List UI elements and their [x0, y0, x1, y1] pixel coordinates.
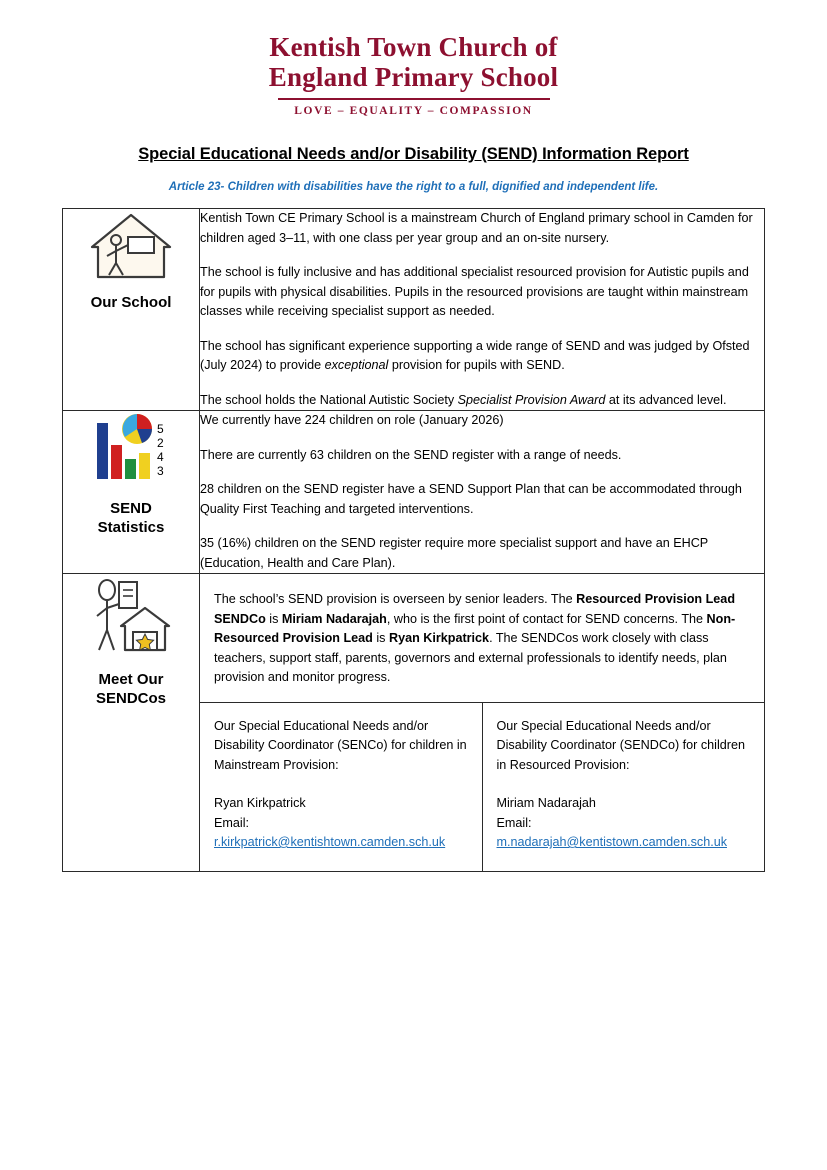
our-school-content — [200, 209, 765, 411]
sendco-mainstream-spacer — [214, 775, 468, 794]
send-statistics-paragraph-4: 35 (16%) children on the SEND register require more specialist support and have an EHCP (Education, Health and Care Plan). — [200, 536, 708, 570]
svg-text:2: 2 — [157, 436, 164, 450]
sendco-intro-paragraph: The school’s SEND provision is overseen by senior leaders. The Resourced Provision Lead SENDCo is Miriam Nadarajah, who is the first point of contact for SEND concerns. The Non-Resourced Provision Lead is Ryan Kirkpatrick. The SENDCos work closely with class teachers, support staff, parents, governors and external professionals to identify needs, plan provision and monitor progress. — [214, 592, 736, 684]
bar-pie-chart-icon — [85, 411, 177, 489]
page-subtitle: Article 23- Children with disabilities have the right to a full, dignified and independent life. — [168, 181, 659, 193]
send-statistics-paragraph-3: 28 children on the SEND register have a SEND Support Plan that can be accommodated through Quality First Teaching and targeted interventions. — [200, 482, 742, 516]
table-row-send-statistics — [63, 411, 765, 574]
school-name-line-2: England Primary School — [268, 62, 559, 92]
school-name-line-1: Kentish Town Church of — [269, 32, 558, 62]
send-statistics-icon-cell — [63, 411, 200, 574]
row-label-meet-our-sendcos — [63, 670, 199, 708]
school-house-icon — [88, 209, 174, 283]
svg-text:5: 5 — [157, 422, 164, 436]
school-tagline: LOVE – EQUALITY – COMPASSION — [294, 105, 533, 117]
row-label-meet-our-sendcos-line-1: Meet Our — [98, 671, 164, 688]
row-label-meet-our-sendcos-line-2: SENDCos — [95, 690, 166, 707]
sendco-contact-mainstream — [200, 702, 482, 871]
sendco-contacts-row — [200, 702, 764, 871]
sendco-mainstream-email-label: Email: — [214, 815, 249, 830]
sendco-mainstream-name: Ryan Kirkpatrick — [214, 796, 306, 810]
sendco-resourced-heading: Our Special Educational Needs and/or Disability Coordinator (SENDCo) for children in Resourced Provision: — [496, 718, 745, 772]
sendco-resourced-spacer — [497, 775, 751, 794]
our-school-paragraph-3: The school has significant experience supporting a wide range of SEND and was judged by Ofsted (July 2024) to provide exceptional provision for pupils with SEND. — [200, 338, 750, 372]
send-statistics-paragraph-1: We currently have 224 children on role (January 2026) — [200, 413, 504, 427]
row-label-send-statistics-line-2: Statistics — [97, 519, 165, 536]
sendco-contacts-table — [200, 702, 764, 871]
meet-our-sendcos-content — [200, 574, 765, 872]
row-label-our-school: Our School — [90, 294, 172, 311]
svg-text:4: 4 — [157, 450, 164, 464]
our-school-icon-cell — [63, 209, 200, 411]
sendco-resourced-email-label: Email: — [496, 815, 532, 830]
sendco-mainstream-email-link[interactable]: r.kirkpatrick@kentishtown.camden.sch.uk — [214, 835, 446, 849]
our-school-paragraph-4: The school holds the National Autistic Society Specialist Provision Award at its advanced level. — [200, 392, 727, 407]
meet-our-sendcos-icon-cell — [63, 574, 200, 872]
sendco-contact-resourced — [482, 702, 764, 871]
school-logo — [62, 0, 765, 117]
table-row-our-school — [63, 209, 765, 411]
logo-divider — [278, 98, 550, 100]
sendco-resourced-email-link[interactable]: m.nadarajah@kentistown.camden.sch.uk — [496, 835, 727, 849]
svg-text:3: 3 — [157, 464, 164, 478]
send-information-table — [62, 208, 765, 872]
row-label-send-statistics-line-1: SEND — [110, 500, 152, 517]
row-label-send-statistics — [63, 499, 199, 537]
send-statistics-paragraph-2: There are currently 63 children on the SEND register with a range of needs. — [200, 447, 622, 462]
person-clipboard-school-icon — [85, 574, 177, 660]
our-school-paragraph-2: The school is fully inclusive and has additional specialist resourced provision for Autistic pupils and for pupils with physical disabilities. Pupils in the resourced provisions are taught within mainstream classes while receiving specialist support as needed. — [200, 265, 749, 318]
page-title: Special Educational Needs and/or Disability (SEND) Information Report — [138, 145, 689, 163]
our-school-paragraph-1: Kentish Town CE Primary School is a mainstream Church of England primary school in Camden for children aged 3–11, with one class per year group and an on-site nursery. — [200, 211, 753, 245]
sendco-resourced-name: Miriam Nadarajah — [496, 796, 596, 810]
table-row-meet-our-sendcos — [63, 574, 765, 872]
send-statistics-content — [200, 411, 765, 574]
sendco-mainstream-heading: Our Special Educational Needs and/or Disability Coordinator (SENCo) for children in Mainstream Provision: — [214, 718, 467, 772]
